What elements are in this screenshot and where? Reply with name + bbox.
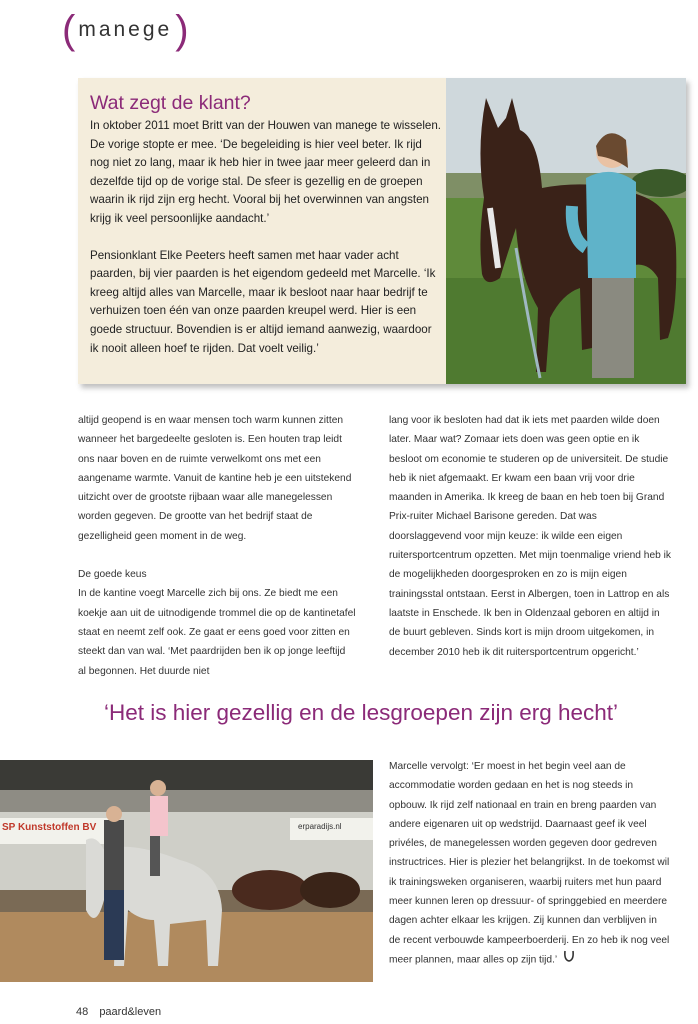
box-paragraph-britt: In oktober 2011 moet Britt van der Houwen van manege te wisselen. De vorige stopte er mee. ‘De begeleiding is hier veel beter. Ik rijd nog niet zo lang, maar ik heb hier in twee jaar meer geleerd dan in dezelfde tijd op de vorige stal. De sfeer is gezellig en de groepen waarin ik rijd zijn erg hecht. Vooral bij het overwinnen van angsten krijg ik veel persoonlijke aandacht.’ (90, 119, 442, 225)
col1-subheading: De goede keus (78, 569, 147, 581)
page-number: 48 (76, 1006, 89, 1018)
section-label: manege (78, 18, 173, 41)
col2-paragraph-1: lang voor ik besloten had dat ik iets met paarden wilde doen later. Maar wat? Zomaar iets doen was geen optie en ik besloot om economie te studeren op de universiteit. De studie heb ik niet afgemaakt. Er kwam een baan vrij voor drie maanden in Amerika. Ik kreeg de baan en heb toen bij Grand Prix-ruiter Michael Barisone gereden. Dat was doorslaggevend voor mijn keuze: ik wilde een eigen ruitersportcentrum opzetten. Met mijn toenmalige vriend heb ik de mogelijkheden doorgesproken en zo is mijn eigen trainingsstal ontstaan. Eerst in Albergen, toen in Lattrop en als laatste in Enschede. Ik ben in Oldenzaal geboren en altijd in de buurt gebleven. Sinds kort is mijn droom uitgekomen, in december 2010 heb ik dit ruitersportcentrum opgericht.’ (389, 415, 671, 658)
box-title: Wat zegt de klant? (90, 92, 251, 114)
magazine-name: paard&leven (99, 1006, 162, 1018)
box-paragraph-elke: Pensionklant Elke Peeters heeft samen met haar vader acht paarden, bij vier paarden is het eigendom gedeeld met Marcelle. ‘Ik kreeg altijd alles van Marcelle, maar ik besloot naar haar bedrijf te verhuizen toen één van onze paarden kreupel werd. Hier is een goede structuur. Bovendien is er altijd iemand aanwezig, waardoor ik nooit alleen hoef te rijden. Dat voelt veilig.’ (90, 248, 436, 355)
col3-paragraph-text: Marcelle vervolgt: ‘Er moest in het begin veel aan de accommodatie worden gedaan en het is nog steeds in opbouw. Ik rijd zelf nationaal en train en breng paarden van andere eigenaren uit op wedstrijd. Daarnaast geef ik veel privéles, de manegelessen worden gegeven door gedreven instructrices. Hier is plezier het belangrijkst. In de toekomst wil ik trainingsweken organiseren, waarbij ruiters met hun paard meer kunnen leren op dressuur- of springgebied en meerdere dagen achter elkaar les krijgen. Zij kunnen dan verblijven in de recent verbouwde kampeerboerderij. En zo heb ik nog veel meer plannen, maar alles op zijn tijd.’ (389, 761, 670, 966)
photo-riding-lesson (0, 760, 373, 982)
banner-sponsor-2: erparadijs.nl (298, 822, 342, 831)
col3-paragraph-1 (389, 757, 671, 970)
page-footer (76, 1006, 161, 1018)
section-tag (62, 6, 189, 54)
article-column-1 (78, 411, 356, 681)
client-quote-text (90, 92, 442, 358)
article-column-2 (389, 411, 671, 662)
open-paren: ( (62, 8, 76, 52)
pull-quote: ‘Het is hier gezellig en de lesgroepen zijn erg hecht’ (104, 700, 619, 725)
photo-girl-with-horse (446, 78, 686, 384)
article-column-3 (389, 757, 671, 970)
client-quote-box (78, 78, 686, 384)
close-paren: ) (175, 8, 189, 52)
horseshoe-icon (563, 950, 575, 969)
col1-paragraph-1: altijd geopend is en waar mensen toch warm kunnen zitten wanneer het bargedeelte gesloten is. Een houten trap leidt ons naar boven en de ruimte verwelkomt ons met een aangename warmte. Vanuit de kantine heb je een uitstekend uitzicht over de grootste rijbaan waar alle manegelessen worden gegeven. De grootte van het bedrijf staat de gezelligheid geen moment in de weg. (78, 415, 352, 542)
banner-sponsor-1: SP Kunststoffen BV (2, 822, 97, 833)
col1-paragraph-2: In de kantine voegt Marcelle zich bij ons. Ze biedt me een koekje aan uit de uitnodigende trommel die op de kantinetafel staat en neemt zelf ook. Ze gaat er eens goed voor zitten en steekt dan van wal. ‘Met paardrijden ben ik op jonge leeftijd al begonnen. Het duurde niet (78, 588, 356, 677)
